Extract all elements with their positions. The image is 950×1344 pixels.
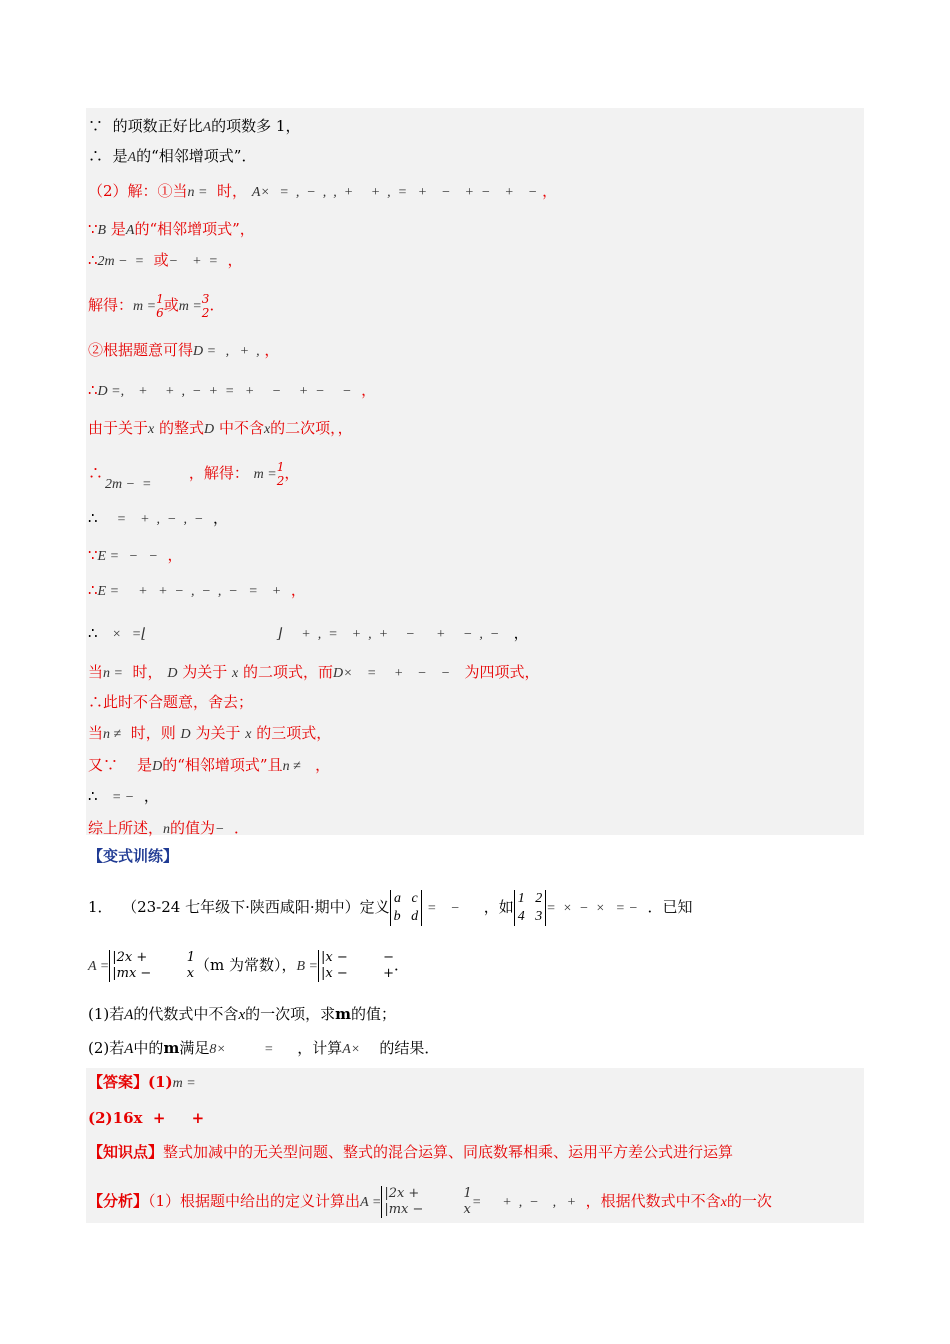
solution-line-12: ∵E = − − ， — [88, 546, 183, 564]
solution-line-10: ∴ ，解得： m = 1 2 ， — [88, 460, 300, 488]
solution-line-1: ∵ 的项数正好比A的项数多 1， — [88, 117, 301, 135]
answer-line-2: (2)16x + + — [88, 1109, 205, 1127]
analysis-matrix-column: 1 x — [463, 1186, 472, 1217]
knowledge-points: 【知识点】整式加减中的无关型问题、整式的混合运算、同底数幂相乘、运用平方差公式进行运算 — [88, 1143, 734, 1161]
solution-line-6: 解得：m = 1 6 或m = 3 2 ． — [88, 292, 225, 320]
solution-line-5: ∴2m − = 或− + = ， — [88, 251, 243, 269]
solution-line-18: 又∵ 是D的“相邻增项式”且n ≠ ， — [88, 756, 331, 774]
fraction-three-halves: 3 2 — [201, 292, 210, 320]
solution-line-10-sub: 2m − = — [105, 477, 152, 492]
solution-line-8: ∴D =, + + , − + = + − + − − ， — [88, 381, 377, 399]
question-1-line: 1． （23-24 七年级下·陕西咸阳·期中）定义 a c b d = − ，如 1 2 4 3 = × − × = − ．已知 — [88, 891, 693, 924]
solution-line-16: ∴此时不合题意，舍去； — [88, 693, 254, 711]
matrix-B-column: − + — [383, 950, 395, 981]
determinant-definition: a c b d — [390, 890, 423, 926]
analysis-matrix: |2x + |mx − — [381, 1186, 423, 1218]
matrix-A: |2x + |mx − — [109, 950, 151, 982]
solution-line-17: 当n ≠ 时，则 D 为关于 x 的三项式， — [88, 724, 332, 742]
solution-line-14: ∴ × =⌊ ⌋ + , = + , + − + − , − ， — [88, 624, 529, 642]
fraction-one-half: 1 2 — [276, 460, 285, 488]
solution-line-7: ②根据题意可得D = , + , ， — [88, 341, 280, 359]
solution-line-11: ∴ = + , − , − ， — [88, 509, 228, 527]
solution-line-19: ∴ = − ， — [88, 787, 159, 805]
fraction-one-sixth: 1 6 — [156, 292, 164, 320]
answer-line-1: 【答案】(1)m = — [88, 1073, 196, 1091]
question-part-1: (1)若A的代数式中不含x的一次项，求m的值； — [88, 1005, 397, 1023]
matrix-B: |x − |x − — [318, 950, 348, 982]
question-part-2: (2)若A中的m满足8× = ，计算A× 的结果． — [88, 1039, 440, 1057]
determinant-example: 1 2 4 3 — [514, 890, 547, 926]
solution-line-4: ∵B 是A的“相邻增项式”， — [88, 220, 255, 238]
solution-line-15: 当n = 时， D 为关于 x 的二项式，而D× = + − − 为四项式， — [88, 663, 540, 681]
solution-line-3: （2）解：①当n = 时， A× = , − , , + + , = + − + − + − ， — [88, 182, 558, 200]
question-1-definitions: A = |2x + |mx − 1 x （m 为常数），B = |x − |x − − + ． — [88, 950, 410, 981]
solution-line-13: ∴E = + + − , − , − = + ， — [88, 581, 306, 599]
training-title: 【变式训练】 — [88, 847, 179, 865]
solution-line-2: ∴ 是A的“相邻增项式”． — [88, 147, 257, 165]
analysis-line: 【分析】（1）根据题中给出的定义计算出A = |2x + |mx − 1 x = + , − , + ，根据代数式中不含x的一次 — [88, 1186, 772, 1217]
solution-line-20: 综上所述，n的值为− ． — [88, 819, 250, 837]
solution-line-9: 由于关于x 的整式D 中不含x的二次项，， — [88, 419, 353, 437]
matrix-A-column: 1 x — [186, 950, 195, 981]
